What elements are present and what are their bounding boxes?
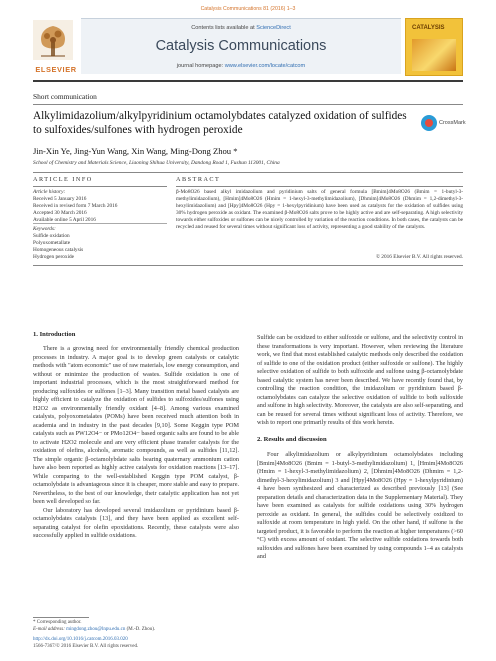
keyword-item: Homogeneous catalysis [33, 247, 84, 253]
email-line [33, 627, 155, 634]
paragraph: Four alkylimidazolium or alkylpyridinium octamolybdates including [Bmim]4Mo8O26 (Bmim = 1-butyl-3-methylimidazolium) 1, [Hmim]4Mo8O26 (Hmim = 1-hexyl-3-methylimidazolium) 2, [Dhmim]4Mo8O26 (Dhmim = 1,2-dimethyl-3-hexylimidazolium) 3 and [Hpy]4Mo8O26 (Hpy = 1-hexylpyridinium) 4 have been synthesized and characterized as described previously [13] (See preparation details and characterization data in the Supplementary Material). They have been examined as catalysts for sulfide oxidations using 30% hydrogen peroxide as oxidant. In general, the sulfides could be selectively oxidized to sulfoxide at room temperature in high yield. On the other hand, if sulfone is the targeted product, it is favorable to perform the reaction at higher temperatures (>60 °C) with excess amount of oxidant. The selective sulfide oxidations towards both sulfoxides and sulfones have been examined by using compounds 1–4 as catalysts and [257, 451, 463, 560]
email-link[interactable]: mingdong.zhou@lnpu.edu.cn [66, 626, 126, 632]
section-heading-results: 2. Results and discussion [257, 435, 327, 443]
doi-link[interactable]: http://dx.doi.org/10.1016/j.catcom.2016.03.020 [33, 637, 128, 642]
journal-reference: Catalysis Communications 81 (2016) 1–3 [200, 6, 296, 12]
abstract-text: β-Mo8O26 based alkyl imidazolium and pyridinium salts of general formula [Bmim]4Mo8O26 (Bmim = 1-butyl-3-methylimidazolium), [Hmim]4Mo8O26 (Hmim = 1-hexyl-3-methylimidazolium), [Dhmim]4Mo8O26 (Dhmim = 1,2-dimethyl-3-hexylimidazolium) and [Hpy]4Mo8O26 (Hpy = 1-hexylpyridinium) have been used as catalysts for the oxidation of sulfides using 30% hydrogen peroxide as oxidant. The examined β-Mo8O26 salts prove to be highly active and are self-separating. A high selectivity towards either sulfoxides or sulfones can be nicely controlled by variation of the reaction conditions. In both cases, the catalysts can be recycled and reused for several times without significant loss of activity, representing a good stability of the catalysts. [176, 189, 463, 231]
abstract-copyright: © 2016 Elsevier B.V. All rights reserved. [375, 254, 463, 260]
paragraph: Sulfide can be oxidized to either sulfoxide or sulfone, and the selectivity control in these transformations is very important. However, when reviewing the literature work, we find that most established catalytic methods only described the oxidation of sulfide to one of the oxidation product (either sulfoxide or sulfone). The highly selective oxidation of sulfide to both sulfoxide and sulfone using β-octamolybdate based catalytic system has never been described. We have recently found that, by controlling the reaction condition, the imidazolium or pyridinium based β-octamolybdates can catalyze the selective oxidation of sulfide to both sulfoxide and sulfone in high selectivity. Moreover, the catalysts are also self-separating, and can be reused for several times without significant loss of activity. Therefore, we wish to report one primarily results of this work herein. [257, 334, 463, 426]
cover-image [412, 39, 456, 71]
publisher-name: ELSEVIER [35, 65, 77, 74]
keywords-list [33, 226, 83, 261]
corresponding-label: * Corresponding author. [33, 620, 82, 625]
article-title: Alkylimidazolium/alkylpyridinium octamolybdates catalyzed oxidation of sulfides to sulfoxides/sulfones with hydrogen peroxide [33, 110, 407, 136]
contents-line [81, 25, 401, 31]
section-heading-introduction: 1. Introduction [33, 331, 76, 338]
received-date: Received 5 January 2016 [33, 196, 87, 202]
journal-title: Catalysis Communications [155, 38, 327, 54]
accepted-date: Accepted 30 March 2016 [33, 210, 87, 216]
divider [33, 186, 167, 187]
homepage-line [81, 63, 401, 69]
doi-block [33, 637, 138, 651]
article-info-heading: ARTICLE INFO [33, 176, 93, 183]
divider [33, 172, 463, 173]
elsevier-logo [33, 18, 79, 74]
body-right-column [257, 334, 463, 562]
journal-info-box [81, 18, 401, 74]
crossmark-icon [421, 115, 437, 131]
issn-line: 1566-7367/© 2016 Elsevier B.V. All rights reserved. [33, 643, 139, 649]
body-left-column [33, 331, 239, 541]
email-prefix: E-mail address: [33, 626, 67, 632]
author-list: Jin-Xin Ye, Jing-Yun Wang, Xin Wang, Ming-Dong Zhou * [33, 146, 238, 156]
footnote-divider [33, 617, 89, 618]
revised-date: Received in revised form 7 March 2016 [33, 203, 118, 209]
keyword-item: Hydrogen peroxide [33, 254, 75, 260]
journal-cover [405, 18, 463, 76]
crossmark-badge[interactable] [421, 113, 465, 135]
divider [176, 186, 463, 187]
paragraph: Our laboratory has developed several imidazolium or pyridinium based β-octamolybdates catalysts [13], and they have been applied as excellent self-separating catalyst for olefin epoxidations. Recently, these catalysts were also successfully applied in sulfide oxidations. [33, 506, 239, 539]
paragraph: There is a growing need for environmentally friendly chemical production processes in industry. A major goal is to develop green catalysts or catalytic methods with "atom economic" use of raw materials, low energy consumption, and without or minimize the production of wastes. Sulfide oxidation is one of important industrial processes, which is the most straightforward method for producing sulfoxides or sulfones [1–3]. Many transition metal based catalysts are highly efficient to catalyze the oxidation of sulfides to sulfoxides/sulfones using H2O2 as environmentally friendly oxidant [4–8]. Among various examined catalysts, polyoxometalates (POMs) have been received much attention both in academia and in industry in the past decades [9,10]. Some Keggin type POM catalysts such as PW12O4− or PMo12O4− based organic salts are found to be able to activate H2O2 molecule and are very efficient phase transfer catalysts for the oxidation of olefins, alcohols, aromatic compounds, as well as sulfides [11,12]. The simple organic β-octamolybdate salts bearing quaternary ammonium cation have also been reported as highly active catalysts for oxidation reactions [13–17]. While comparing to the well-established Keggin type POM catalyst, β-octamolybdate is advantageous since it is cheaper, more stable and easy to prepare. Nevertheless, to the best of our knowledge, their catalytic application has not yet been well developed so far. [33, 345, 239, 505]
header-divider [33, 80, 463, 82]
journal-header [33, 18, 463, 76]
contents-prefix: Contents lists available at [191, 25, 257, 31]
keywords-title: Keywords: [33, 226, 56, 232]
online-date: Available online 5 April 2016 [33, 217, 96, 223]
homepage-prefix: journal homepage: [176, 63, 225, 69]
article-type: Short communication [33, 92, 97, 101]
corresponding-footnote [33, 620, 155, 634]
divider [33, 265, 463, 266]
divider [33, 104, 463, 105]
keyword-item: Polyoxometallate [33, 240, 71, 246]
history-title: Article history: [33, 189, 66, 195]
email-suffix: (M.-D. Zhou). [125, 626, 156, 632]
cover-title: CATALYSIS [412, 25, 445, 31]
divider [33, 223, 167, 224]
sciencedirect-link[interactable]: ScienceDirect [256, 25, 291, 31]
affiliation: School of Chemistry and Materials Science, Liaoning Shihua University, Dandong Road 1, Fushun 113001, China [33, 160, 280, 166]
article-history [33, 189, 117, 224]
keyword-item: Sulfide oxidation [33, 233, 70, 239]
homepage-link[interactable]: www.elsevier.com/locate/catcom [224, 63, 306, 69]
crossmark-label: CrossMark [439, 120, 466, 126]
abstract-heading: ABSTRACT [176, 176, 221, 183]
elsevier-tree-icon [33, 20, 73, 60]
